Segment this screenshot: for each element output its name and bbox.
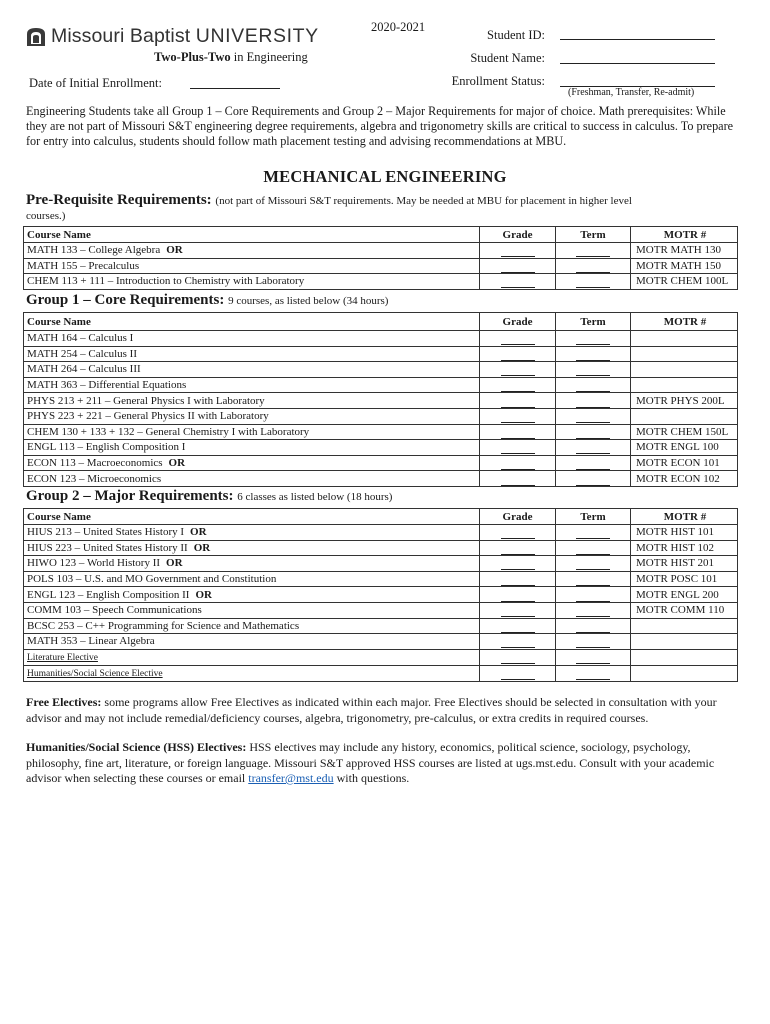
transfer-email-link[interactable]: transfer@mst.edu (248, 771, 334, 785)
term-cell (556, 540, 631, 556)
term-cell (556, 634, 631, 650)
grade-cell (480, 471, 556, 487)
group2-heading: Group 2 – Major Requirements: 6 classes as listed below (18 hours) (26, 488, 393, 504)
course-name-cell (24, 440, 480, 456)
course-name: MATH 155 – Precalculus (27, 259, 140, 272)
course-name-cell (24, 649, 480, 665)
course-name: BCSC 253 – C++ Programming for Science and Mathematics (27, 619, 300, 632)
term-cell (556, 362, 631, 378)
or-label: OR (168, 457, 186, 470)
grade-blank-field[interactable] (501, 428, 535, 439)
group1-heading: Group 1 – Core Requirements: 9 courses, as listed below (34 hours) (26, 292, 389, 308)
initial-enrollment-field[interactable] (190, 88, 280, 89)
table-row (24, 274, 738, 290)
or-label: OR (190, 526, 207, 539)
course-name-cell (24, 346, 480, 362)
term-cell (556, 587, 631, 603)
term-blank-field[interactable] (576, 528, 610, 539)
table-row (24, 377, 738, 393)
motr-header: MOTR # (631, 227, 738, 243)
grade-header: Grade (480, 227, 556, 243)
term-blank-field[interactable] (576, 591, 610, 602)
term-blank-field[interactable] (576, 277, 610, 288)
course-name-cell (24, 408, 480, 424)
course-name: POLS 103 – U.S. and MO Government and Constitution (27, 573, 277, 586)
course-name-cell (24, 455, 480, 471)
grade-blank-field[interactable] (501, 246, 535, 257)
course-name: MATH 133 – College Algebra (27, 244, 161, 257)
table-header-row (24, 227, 738, 243)
student-id-label: Student ID: (487, 28, 545, 42)
course-name-cell (24, 540, 480, 556)
term-cell (556, 649, 631, 665)
course-name: MATH 254 – Calculus II (27, 347, 137, 360)
course-name: MATH 164 – Calculus I (27, 332, 134, 345)
term-blank-field[interactable] (576, 428, 610, 439)
term-blank-field[interactable] (576, 637, 610, 648)
term-blank-field[interactable] (576, 575, 610, 586)
enrollment-status-label: Enrollment Status: (451, 74, 545, 88)
grade-blank-field[interactable] (501, 637, 535, 648)
free-electives-paragraph: Free Electives: some programs allow Free Electives as indicated within each major. Free Electives should be selected in consultation with your advisor and may not include remedial/deficiency courses, algebra, trigonometry, pre-calculus, or extra credits in required courses. (26, 695, 717, 725)
grade-cell (480, 424, 556, 440)
course-name-cell (24, 665, 480, 681)
course-name-cell (24, 331, 480, 347)
motr-cell: MOTR COMM 110 (631, 602, 738, 618)
course-name-cell (24, 362, 480, 378)
grade-cell (480, 602, 556, 618)
term-cell (556, 393, 631, 409)
university-logo (25, 25, 319, 48)
motr-cell: MOTR CHEM 150L (631, 424, 738, 440)
motr-cell (631, 362, 738, 378)
grade-cell (480, 571, 556, 587)
course-name: MATH 353 – Linear Algebra (27, 635, 155, 648)
motr-cell (631, 665, 738, 681)
table-row (24, 362, 738, 378)
term-cell (556, 377, 631, 393)
motr-cell (631, 346, 738, 362)
term-blank-field[interactable] (576, 475, 610, 486)
grade-cell (480, 525, 556, 541)
course-name: ECON 123 – Microeconomics (27, 472, 162, 485)
term-cell (556, 424, 631, 440)
grade-blank-field[interactable] (501, 528, 535, 539)
table-row (24, 393, 738, 409)
course-name-cell (24, 393, 480, 409)
or-label: OR (166, 557, 183, 570)
term-blank-field[interactable] (576, 559, 610, 570)
term-cell (556, 331, 631, 347)
motr-cell: MOTR ECON 101 (631, 455, 738, 471)
course-name: ENGL 123 – English Composition II (27, 588, 190, 601)
course-name: CHEM 130 + 133 + 132 – General Chemistry I with Laboratory (27, 425, 310, 438)
term-blank-field[interactable] (576, 606, 610, 617)
course-name: ENGL 113 – English Composition I (27, 441, 186, 454)
course-name-cell (24, 377, 480, 393)
course-name: HIUS 213 – United States History I (27, 526, 185, 539)
grade-cell (480, 649, 556, 665)
table-row (24, 556, 738, 572)
table-row (24, 571, 738, 587)
prereq-desc-cont: courses.) (26, 210, 66, 222)
term-cell (556, 602, 631, 618)
section-title: MECHANICAL ENGINEERING (263, 167, 507, 186)
course-name-cell (24, 571, 480, 587)
course-name-cell (24, 258, 480, 274)
term-blank-field[interactable] (576, 544, 610, 555)
grade-header: Grade (480, 313, 556, 331)
grade-cell (480, 346, 556, 362)
grade-cell (480, 362, 556, 378)
table-row (24, 408, 738, 424)
motr-cell: MOTR PHYS 200L (631, 393, 738, 409)
table-row (24, 424, 738, 440)
course-name-cell (24, 424, 480, 440)
table-row (24, 471, 738, 487)
course-name-cell (24, 274, 480, 290)
term-cell (556, 408, 631, 424)
motr-cell: MOTR POSC 101 (631, 571, 738, 587)
course-header: Course Name (24, 509, 480, 525)
initial-enrollment-label: Date of Initial Enrollment: (29, 76, 162, 90)
course-name: COMM 103 – Speech Communications (27, 604, 202, 617)
term-header: Term (556, 509, 631, 525)
course-name: MATH 363 – Differential Equations (27, 379, 187, 392)
grade-blank-field[interactable] (501, 412, 535, 423)
course-header: Course Name (24, 227, 480, 243)
grade-blank-field[interactable] (501, 262, 535, 273)
prereq-table (23, 226, 738, 290)
grade-cell (480, 455, 556, 471)
table-row (24, 665, 738, 681)
term-blank-field[interactable] (576, 246, 610, 257)
intro-paragraph: Engineering Students take all Group 1 – Core Requirements and Group 2 – Major Requirements for major of choice. Math prerequisites: While they are not part of Missouri S&T engineering degree requirements, algebra and trigonometry skills are critical to success in calculus. To prepare for entry into calculus, students should follow math placement testing and advising recommendations at MBU. (26, 104, 734, 149)
prereq-heading: Pre-Requisite Requirements: (not part of Missouri S&T requirements. May be needed at MBU for placement in higher level (26, 192, 632, 208)
course-name: PHYS 223 + 221 – General Physics II with Laboratory (27, 410, 269, 423)
grade-cell (480, 408, 556, 424)
grade-blank-field[interactable] (501, 397, 535, 408)
grade-blank-field[interactable] (501, 443, 535, 454)
course-name-cell (24, 243, 480, 259)
university-crest-icon (25, 26, 47, 48)
grade-cell (480, 274, 556, 290)
table-row (24, 618, 738, 634)
grade-blank-field[interactable] (501, 277, 535, 288)
student-name-label: Student Name: (470, 51, 545, 65)
term-cell (556, 571, 631, 587)
course-name: CHEM 113 + 111 – Introduction to Chemistry with Laboratory (27, 275, 305, 288)
term-cell (556, 243, 631, 259)
grade-blank-field[interactable] (501, 475, 535, 486)
grade-blank-field[interactable] (501, 350, 535, 361)
term-cell (556, 556, 631, 572)
grade-blank-field[interactable] (501, 559, 535, 570)
term-blank-field[interactable] (576, 350, 610, 361)
table-row (24, 525, 738, 541)
course-name: PHYS 213 + 211 – General Physics I with Laboratory (27, 394, 265, 407)
term-cell (556, 258, 631, 274)
term-blank-field[interactable] (576, 669, 610, 680)
program-subtitle: Two-Plus-Two in Engineering (154, 50, 308, 64)
grade-cell (480, 556, 556, 572)
table-row (24, 634, 738, 650)
course-name: Humanities/Social Science Elective (27, 668, 163, 679)
table-row (24, 540, 738, 556)
grade-header: Grade (480, 509, 556, 525)
grade-cell (480, 634, 556, 650)
grade-blank-field[interactable] (501, 334, 535, 345)
student-id-field[interactable] (560, 39, 715, 40)
course-name: Literature Elective (27, 652, 98, 663)
motr-cell: MOTR MATH 150 (631, 258, 738, 274)
motr-cell: MOTR CHEM 100L (631, 274, 738, 290)
term-blank-field[interactable] (576, 459, 610, 470)
motr-cell (631, 377, 738, 393)
university-name: Missouri Baptist UNIVERSITY (51, 25, 319, 47)
table-row (24, 258, 738, 274)
term-header: Term (556, 313, 631, 331)
grade-cell (480, 331, 556, 347)
or-label: OR (193, 541, 211, 554)
term-cell (556, 525, 631, 541)
grade-blank-field[interactable] (501, 622, 535, 633)
motr-header: MOTR # (631, 509, 738, 525)
term-cell (556, 471, 631, 487)
enrollment-status-note: (Freshman, Transfer, Re-admit) (568, 87, 695, 98)
grade-cell (480, 377, 556, 393)
table-header-row (24, 313, 738, 331)
group2-table (23, 508, 738, 682)
group1-table (23, 312, 738, 487)
term-blank-field[interactable] (576, 397, 610, 408)
motr-cell (631, 649, 738, 665)
grade-blank-field[interactable] (501, 459, 535, 470)
grade-cell (480, 665, 556, 681)
motr-cell: MOTR ECON 102 (631, 471, 738, 487)
or-label: OR (166, 244, 183, 257)
grade-cell (480, 618, 556, 634)
course-name: MATH 264 – Calculus III (27, 363, 141, 376)
grade-cell (480, 243, 556, 259)
term-cell (556, 665, 631, 681)
course-header: Course Name (24, 313, 480, 331)
term-blank-field[interactable] (576, 412, 610, 423)
term-header: Term (556, 227, 631, 243)
term-blank-field[interactable] (576, 443, 610, 454)
or-label: OR (195, 588, 212, 601)
term-blank-field[interactable] (576, 334, 610, 345)
motr-header: MOTR # (631, 313, 738, 331)
course-name-cell (24, 525, 480, 541)
table-row (24, 331, 738, 347)
course-name-cell (24, 634, 480, 650)
motr-cell: MOTR ENGL 200 (631, 587, 738, 603)
course-name-cell (24, 602, 480, 618)
grade-cell (480, 587, 556, 603)
term-cell (556, 346, 631, 362)
term-cell (556, 618, 631, 634)
student-name-field[interactable] (560, 63, 715, 64)
term-blank-field[interactable] (576, 653, 610, 664)
grade-blank-field[interactable] (501, 381, 535, 392)
grade-cell (480, 440, 556, 456)
table-header-row (24, 509, 738, 525)
table-row (24, 602, 738, 618)
grade-blank-field[interactable] (501, 653, 535, 664)
motr-cell (631, 634, 738, 650)
hss-electives-paragraph: Humanities/Social Science (HSS) Electives: HSS electives may include any history, economics, political science, sociology, psychology, philosophy, fine art, literature, or foreign language. Missouri S&T approved HSS courses are listed at ugs.mst.edu. Consult with your academic advisor when selecting these courses or email transfer@mst.edu with questions. (26, 740, 715, 785)
motr-cell: MOTR HIST 201 (631, 556, 738, 572)
table-row (24, 440, 738, 456)
table-row (24, 455, 738, 471)
motr-cell: MOTR MATH 130 (631, 243, 738, 259)
grade-blank-field[interactable] (501, 575, 535, 586)
table-row (24, 587, 738, 603)
table-row (24, 243, 738, 259)
course-name-cell (24, 556, 480, 572)
course-name-cell (24, 587, 480, 603)
term-cell (556, 440, 631, 456)
grade-blank-field[interactable] (501, 669, 535, 680)
motr-cell: MOTR HIST 101 (631, 525, 738, 541)
course-name-cell (24, 471, 480, 487)
grade-cell (480, 258, 556, 274)
grade-blank-field[interactable] (501, 606, 535, 617)
term-blank-field[interactable] (576, 622, 610, 633)
academic-year: 2020-2021 (371, 20, 426, 34)
course-name: HIWO 123 – World History II (27, 557, 161, 570)
motr-cell: MOTR ENGL 100 (631, 440, 738, 456)
grade-cell (480, 393, 556, 409)
grade-blank-field[interactable] (501, 591, 535, 602)
term-blank-field[interactable] (576, 381, 610, 392)
grade-cell (480, 540, 556, 556)
motr-cell: MOTR HIST 102 (631, 540, 738, 556)
motr-cell (631, 408, 738, 424)
term-cell (556, 274, 631, 290)
grade-blank-field[interactable] (501, 365, 535, 376)
grade-blank-field[interactable] (501, 544, 535, 555)
table-row (24, 346, 738, 362)
table-row (24, 649, 738, 665)
course-name: HIUS 223 – United States History II (27, 541, 188, 554)
motr-cell (631, 618, 738, 634)
term-blank-field[interactable] (576, 365, 610, 376)
term-blank-field[interactable] (576, 262, 610, 273)
course-name-cell (24, 618, 480, 634)
motr-cell (631, 331, 738, 347)
term-cell (556, 455, 631, 471)
course-name: ECON 113 – Macroeconomics (27, 457, 163, 470)
